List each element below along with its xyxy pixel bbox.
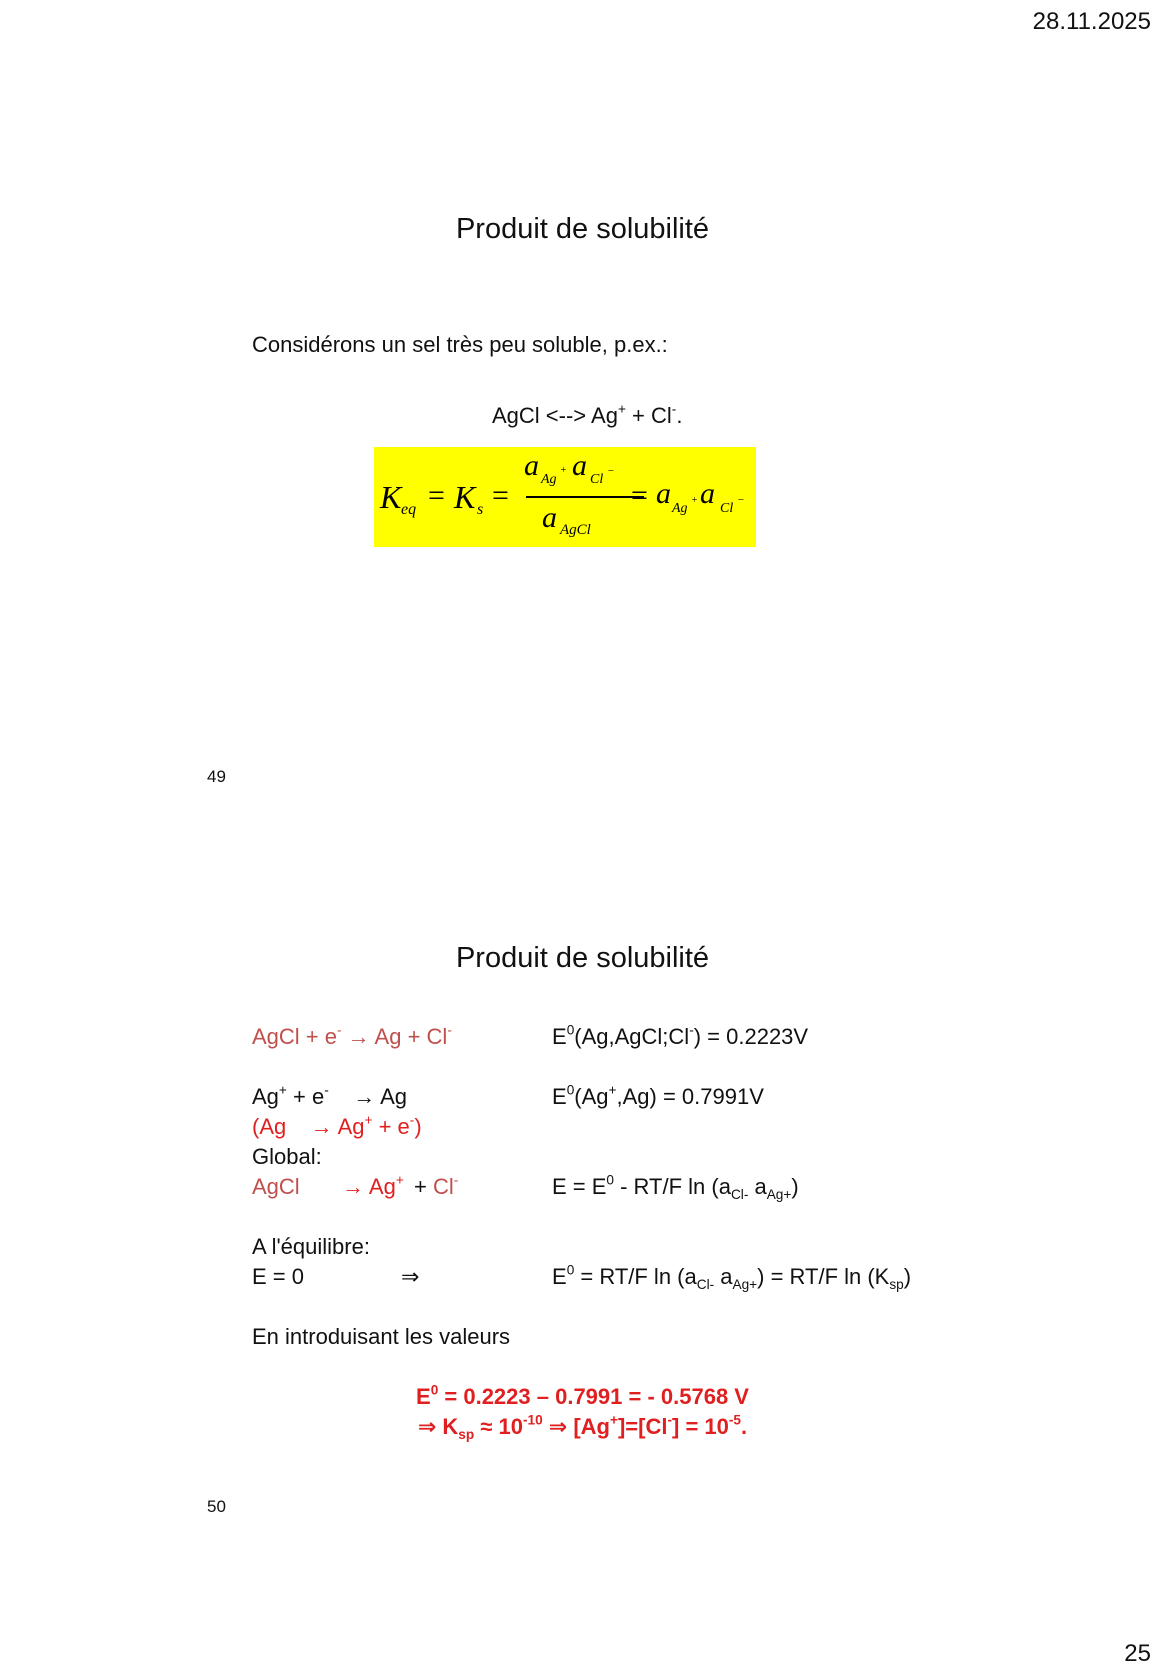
page-number: 25 xyxy=(1124,1640,1151,1667)
intro-values: En introduisant les valeurs xyxy=(252,1324,511,1349)
result-potential: $E^0 = 0.2223 - 0.7991$ = - 0.5768 V xyxy=(416,1382,749,1409)
equilibrium-label: A l'équilibre: xyxy=(252,1234,370,1259)
potential-ag: $E^0(Ag^+,Ag) = 0.7991V$ xyxy=(552,1082,764,1109)
implies-symbol: ⇒ xyxy=(401,1264,420,1289)
global-label: Global: xyxy=(252,1144,322,1169)
reaction-ag-reduction: Ag+ + e- → Ag xyxy=(252,1082,408,1109)
e-zero: E = 0 xyxy=(252,1264,304,1289)
page-date: 28.11.2025 xyxy=(1032,8,1151,35)
reaction-global-cl: + Cl- xyxy=(414,1172,459,1199)
nernst-equation: $E = E^0 - RT/F$ $\ln (a_{Cl-}$ $a_{Ag+}$) xyxy=(552,1172,799,1202)
reaction-ag-oxidation: (Ag → Ag+ + e-) xyxy=(252,1112,422,1139)
slide-title: Produit de solubilité xyxy=(455,213,710,245)
slide-number: 50 xyxy=(207,1497,226,1516)
equilibrium-constant-equation: K eq = K s = a Ag + a Cl − a AgCl = a Ag + a Cl − xyxy=(374,447,756,547)
slide-title: Produit de solubilité xyxy=(455,942,710,974)
dissolution-reaction: AgCl <--> Ag+ + Cl-. xyxy=(492,401,683,428)
intro-text: Considérons un sel très peu soluble, p.ex.: xyxy=(252,332,668,357)
potential-agcl: $E^0(Ag,AgCl;Cl^-) = 0.2223V$ xyxy=(552,1022,809,1049)
reaction-global: AgCl → Ag+ xyxy=(252,1172,404,1199)
reaction-agcl-reduction: AgCl + e- → Ag + Cl- xyxy=(252,1022,452,1049)
result-ksp: ⇒ $K_{sp} \approx 10^{-10}$ ⇒ $[Ag^+]=[Cl^-] = 10^{-5}$. xyxy=(417,1412,748,1442)
fraction-bar xyxy=(526,496,644,498)
equilibrium-equation: $E^0 = RT/F$ $\ln (a_{Cl-}$ $a_{Ag+}) = RT/F$ $\ln (K_{sp})$ xyxy=(552,1262,912,1292)
slide-number: 49 xyxy=(207,767,226,786)
